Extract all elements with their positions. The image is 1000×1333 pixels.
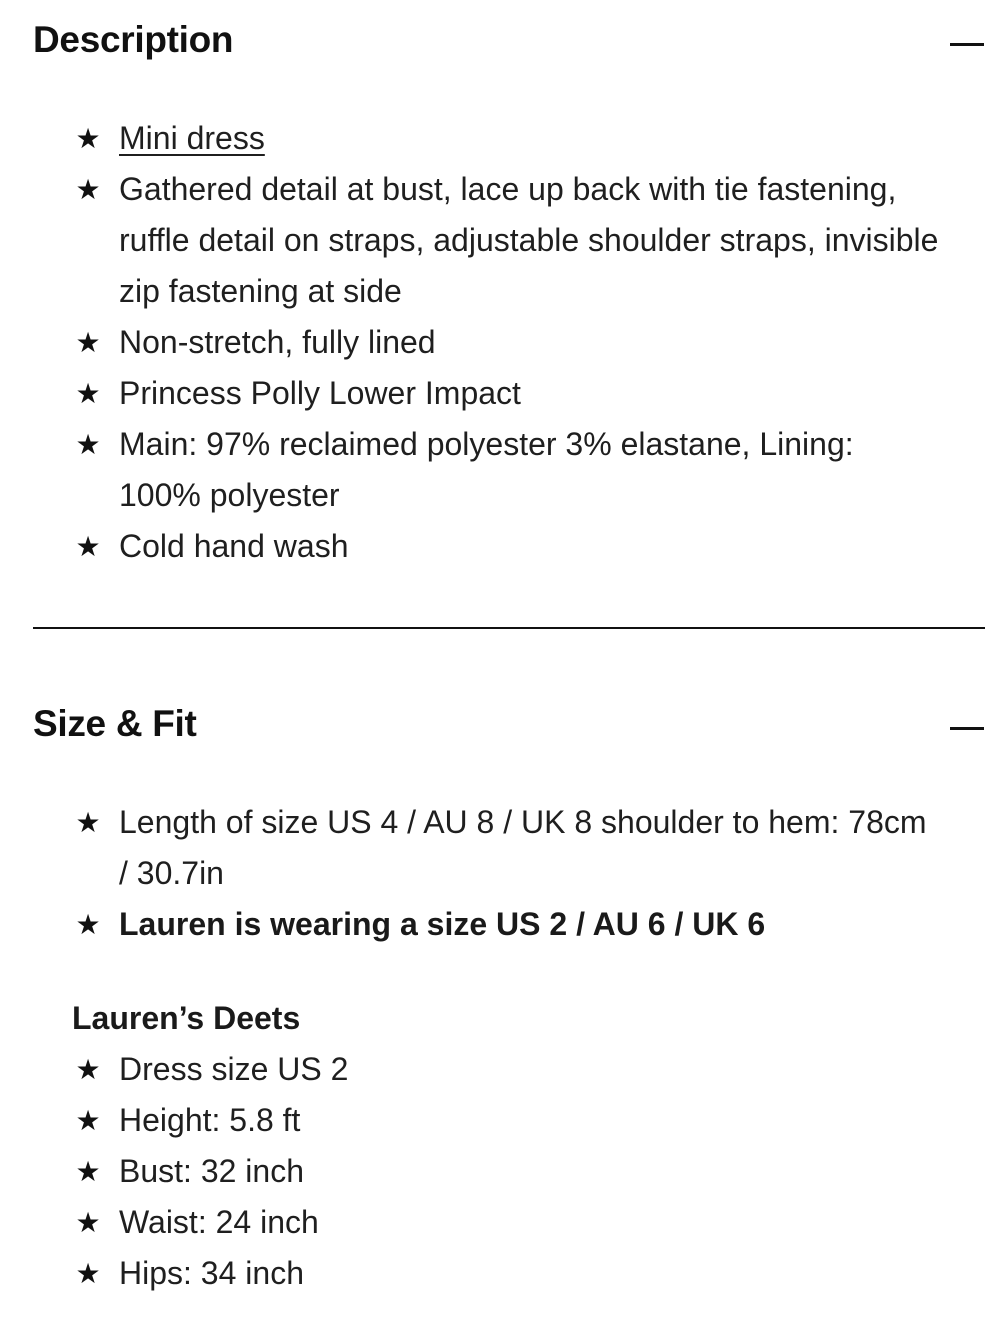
size-fit-list	[72, 797, 942, 950]
star-icon: ★	[75, 428, 101, 461]
list-item-text: Dress size US 2	[119, 1051, 349, 1087]
deets-list	[72, 1044, 942, 1299]
star-icon: ★	[75, 326, 101, 359]
star-icon: ★	[75, 1257, 101, 1290]
list-item	[72, 164, 942, 317]
description-list	[72, 113, 942, 572]
list-item-text: Cold hand wash	[119, 528, 349, 564]
star-icon: ★	[75, 377, 101, 410]
star-icon: ★	[75, 1155, 101, 1188]
list-item-text: Gathered detail at bust, lace up back with tie fastening, ruffle detail on straps, adjustable shoulder straps, invisible zip fastening at side	[119, 171, 939, 309]
list-item	[72, 797, 942, 899]
list-item	[72, 368, 942, 419]
list-item	[72, 317, 942, 368]
list-item-text: Length of size US 4 / AU 8 / UK 8 shoulder to hem: 78cm / 30.7in	[119, 804, 927, 891]
description-header[interactable]	[33, 10, 984, 70]
list-item	[72, 1146, 942, 1197]
list-item-text: Main: 97% reclaimed polyester 3% elastane, Lining: 100% polyester	[119, 426, 854, 513]
size-fit-title: Size & Fit	[33, 703, 197, 744]
list-item-text: Bust: 32 inch	[119, 1153, 304, 1189]
list-item	[72, 1095, 942, 1146]
star-icon: ★	[75, 908, 101, 941]
list-item-text: Princess Polly Lower Impact	[119, 375, 521, 411]
description-title: Description	[33, 19, 234, 60]
star-icon: ★	[75, 122, 101, 155]
list-item-text: Lauren is wearing a size US 2 / AU 6 / UK 6	[119, 906, 766, 942]
star-icon: ★	[75, 1104, 101, 1137]
star-icon: ★	[75, 806, 101, 839]
list-item	[72, 899, 942, 950]
list-item	[72, 1248, 942, 1299]
mini-dress-link[interactable]: Mini dress	[119, 120, 265, 156]
list-item	[72, 113, 942, 164]
star-icon: ★	[75, 1206, 101, 1239]
list-item-text: Hips: 34 inch	[119, 1255, 304, 1291]
list-item	[72, 521, 942, 572]
list-item-text: Non-stretch, fully lined	[119, 324, 436, 360]
star-icon: ★	[75, 1053, 101, 1086]
star-icon: ★	[75, 173, 101, 206]
size-fit-header[interactable]	[33, 694, 984, 754]
list-item-text: Height: 5.8 ft	[119, 1102, 301, 1138]
list-item	[72, 419, 942, 521]
list-item-text: Waist: 24 inch	[119, 1204, 319, 1240]
minus-icon[interactable]	[950, 43, 984, 46]
minus-icon[interactable]	[950, 727, 984, 730]
section-divider	[33, 627, 985, 629]
star-icon: ★	[75, 530, 101, 563]
list-item	[72, 1044, 942, 1095]
deets-heading: Lauren’s Deets	[72, 1000, 301, 1036]
list-item	[72, 1197, 942, 1248]
